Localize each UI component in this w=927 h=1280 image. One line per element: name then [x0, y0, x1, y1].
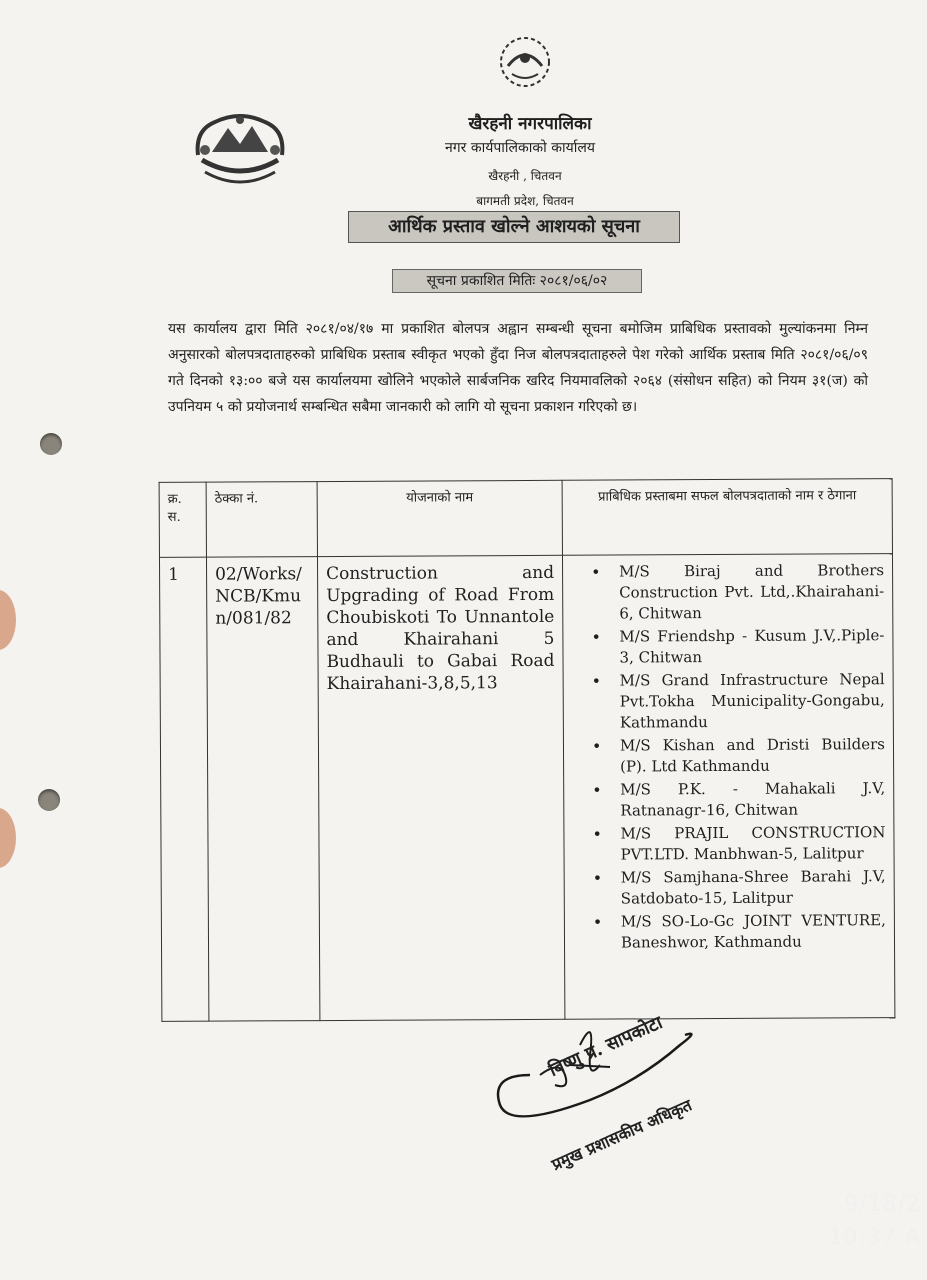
header-project-name: योजनाको नाम [317, 480, 562, 556]
cell-bidders [562, 554, 894, 1020]
office-name: नगर कार्यपालिकाको कार्यालय [445, 140, 595, 156]
bidder-list [571, 560, 886, 954]
signatory-designation: प्रमुख प्रशासकीय अधिकृत [548, 1095, 695, 1175]
table-header-row [159, 479, 892, 558]
header-contract-no: ठेक्का नं. [206, 482, 317, 558]
org-name: खैरहनी नगरपालिका [468, 114, 592, 134]
list-item: • M/S Biraj and Brothers Construction Pvt. Ltd,.Khairahani-6, Chitwan [575, 560, 884, 625]
notice-title: आर्थिक प्रस्ताव खोल्ने आशयको सूचना [348, 211, 680, 243]
cell-project-name: Construction and Upgrading of Road From Choubiskoti To Unnantole and Khairahani 5 Budhauli to Gabai Road Khairahani-3,8,5,13 [317, 555, 564, 1020]
notice-body: यस कार्यालय द्वारा मिति २०८१/०४/१७ मा प्रकाशित बोलपत्र अह्वान सम्बन्धी सूचना बमोजिम प्राबिधिक प्रस्तावको मुल्यांकनमा निम्न अनुसारको बोलपत्रदाताहरुको प्राबिधिक प्रस्ताब स्वीकृत भएको हुँदा निज बोलपत्रदाताहरुले पेश गरेको आर्थिक प्रस्ताब मिति २०८१/०६/०९ गते दिनको १३:०० बजे यस कार्यालयमा खोलिने भएकोले सार्बजनिक खरिद नियमावलिको २०६४ (संसोधन सहित) को नियम ३१(ज) को उपनियम ५ को प्रयोजनार्थ सम्बन्धित सबैमा जानकारी को लागि यो सूचना प्रकाशन गरिएको छ। [168, 321, 868, 415]
list-item: • M/S Samjhana-Shree Barahi J.V, Satdobato-15, Lalitpur [577, 866, 886, 910]
bidders-table [159, 478, 896, 1022]
photo-timestamp [829, 1188, 921, 1254]
signatory-name: विष्णु प्र. सापकोटा [545, 1012, 666, 1082]
finger [0, 590, 16, 650]
cell-contract-no: 02/Works/ NCB/Kmu n/081/82 [206, 557, 319, 1022]
coat-of-arms-emblem [190, 110, 290, 195]
published-date: सूचना प्रकाशित मितिः २०८१/०६/०२ [392, 269, 642, 293]
punch-hole [40, 433, 62, 455]
punch-hole [38, 789, 60, 811]
municipality-stamp-emblem [490, 30, 560, 90]
header-sn: क्र. स. [159, 482, 206, 557]
finger [0, 808, 16, 868]
list-item: • M/S P.K. - Mahakali J.V, Ratnanagr-16, Chitwan [576, 778, 885, 822]
office-location: खैरहनी , चितवन [488, 169, 562, 183]
table-row [159, 554, 894, 1022]
list-item: • M/S Grand Infrastructure Nepal Pvt.Tokha Municipality-Gongabu, Kathmandu [576, 669, 885, 734]
list-item: • M/S Kishan and Dristi Builders (P). Ltd Kathmandu [576, 734, 885, 778]
list-item: • M/S PRAJIL CONSTRUCTION PVT.LTD. Manbhwan-5, Lalitpur [576, 822, 885, 866]
list-item: • M/S SO-Lo-Gc JOINT VENTURE, Baneshwor, Kathmandu [577, 910, 886, 954]
cell-sn: 1 [159, 557, 208, 1021]
timestamp-date: 9/18/2 [844, 1192, 921, 1217]
list-item: • M/S Friendshp - Kusum J.V,.Piple-3, Chitwan [575, 625, 884, 669]
province: बागमती प्रदेश, चितवन [476, 194, 574, 208]
timestamp-time: 10:37 A [828, 1225, 921, 1250]
header-bidders: प्राबिधिक प्रस्ताबमा सफल बोलपत्रदाताको नाम र ठेगाना [562, 479, 892, 556]
